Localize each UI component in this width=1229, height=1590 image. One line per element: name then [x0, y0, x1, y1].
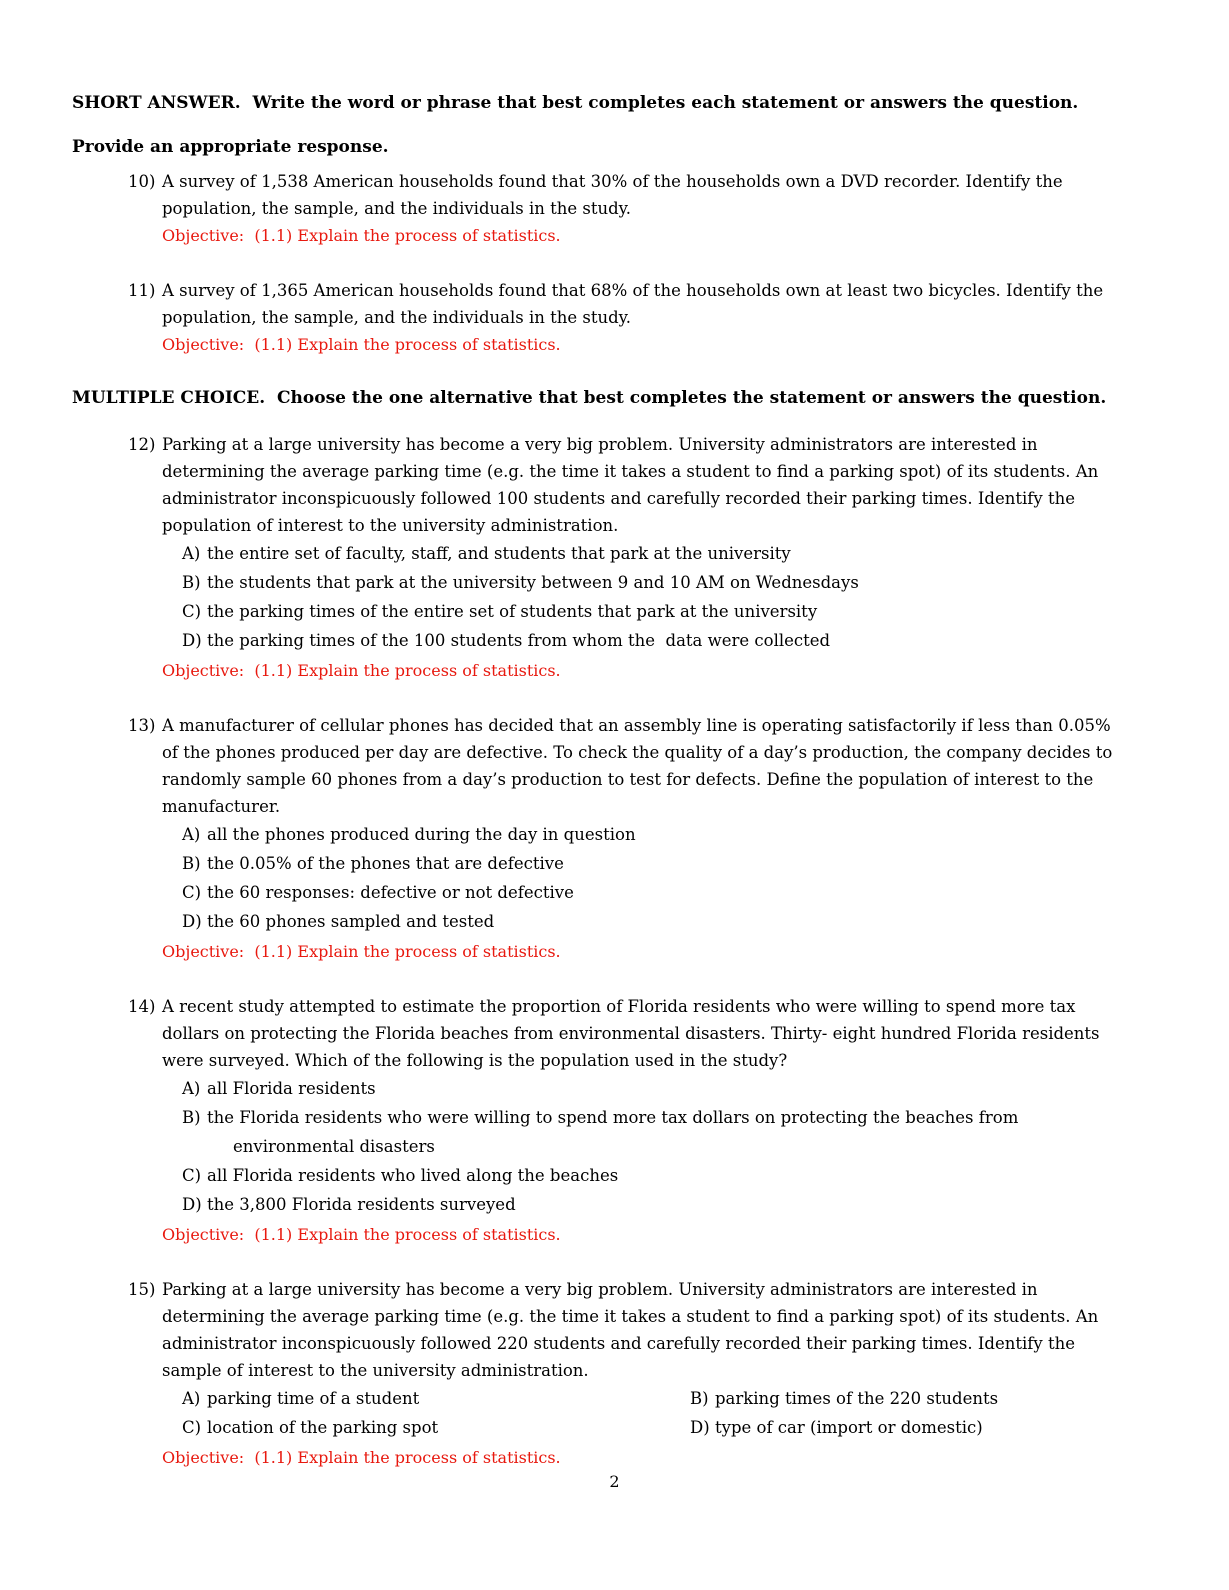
choices-list: [182, 1384, 1153, 1442]
question-11: [72, 277, 1153, 355]
choice-letter: C): [182, 602, 202, 621]
choice-letter: B): [182, 1108, 201, 1127]
choice-text: the parking times of the 100 students from whom the data were collected: [207, 631, 831, 650]
choice-c: [182, 878, 1153, 907]
question-row: [72, 277, 1153, 331]
question-number: 12): [128, 435, 156, 454]
multiple-choice-header: MULTIPLE CHOICE. Choose the one alternative that best completes the statement or answers the question.: [72, 388, 1107, 408]
choice-d: [182, 907, 1153, 936]
question-number: 15): [128, 1280, 156, 1299]
choice-text: the 60 responses: defective or not defective: [207, 883, 574, 902]
choice-letter: C): [182, 1418, 202, 1437]
choice-letter: A): [182, 1079, 201, 1098]
choice-text: the students that park at the university between 9 and 10 AM on Wednesdays: [207, 573, 859, 592]
choice-letter: D): [182, 1195, 202, 1214]
choice-text: parking times of the 220 students: [715, 1389, 999, 1408]
choice-b: [690, 1384, 1153, 1413]
choice-d: [690, 1413, 1153, 1442]
choice-d: [182, 1190, 1153, 1219]
choices-list: [182, 820, 1153, 936]
question-text: A recent study attempted to estimate the proportion of Florida residents who were willing to spend more tax dollars on protecting the Florida beaches from environmental disasters. Thirty- eight hundred Florida residents were surveyed. Which of the following is the population used in the study?: [162, 997, 1105, 1070]
objective-label: Objective: (1.1) Explain the process of statistics.: [162, 1225, 561, 1244]
choice-text: the parking times of the entire set of students that park at the university: [207, 602, 818, 621]
question-text: A survey of 1,365 American households found that 68% of the households own at least two bicycles. Identify the population, the sample, and the individuals in the study.: [162, 281, 1109, 327]
objective-label: Objective: (1.1) Explain the process of statistics.: [162, 335, 561, 354]
choice-a: [182, 1074, 1153, 1103]
question-15: [72, 1276, 1153, 1468]
question-text: A manufacturer of cellular phones has decided that an assembly line is operating satisfactorily if less than 0.05% of the phones produced per day are defective. To check the quality of a day’s production, the company decides to randomly sample 60 phones from a day’s production to test for defects. Define the population of interest to the manufacturer.: [162, 716, 1118, 816]
choice-c: [182, 1413, 690, 1442]
choice-text: the Florida residents who were willing to spend more tax dollars on protecting the beaches from environmental disasters: [207, 1108, 1024, 1156]
choice-letter: B): [690, 1389, 709, 1408]
choice-d: [182, 626, 1153, 655]
objective-label: Objective: (1.1) Explain the process of statistics.: [162, 661, 561, 680]
question-row: [72, 993, 1153, 1074]
choice-text: the entire set of faculty, staff, and students that park at the university: [207, 544, 791, 563]
choice-a: [182, 539, 1153, 568]
question-row: [72, 1276, 1153, 1384]
choices-list: [182, 1074, 1153, 1219]
choice-letter: D): [690, 1418, 710, 1437]
choice-text: location of the parking spot: [207, 1418, 439, 1437]
question-number: 10): [128, 172, 156, 191]
choice-text: the 0.05% of the phones that are defective: [207, 854, 564, 873]
choice-b: [182, 1103, 1153, 1161]
choice-letter: A): [182, 825, 201, 844]
choice-text: all the phones produced during the day in question: [207, 825, 636, 844]
question-10: [72, 168, 1153, 246]
choice-letter: A): [182, 544, 201, 563]
choice-text: all Florida residents who lived along the beaches: [207, 1166, 619, 1185]
question-number: 13): [128, 716, 156, 735]
question-text: Parking at a large university has become a very big problem. University administrators are interested in determining the average parking time (e.g. the time it takes a student to find a parking spot) of its students. An administrator inconspicuously followed 100 students and carefully recorded their parking times. Identify the population of interest to the university administration.: [162, 435, 1104, 535]
question-number: 11): [128, 281, 156, 300]
choice-letter: A): [182, 1389, 201, 1408]
choice-letter: B): [182, 573, 201, 592]
choice-text: all Florida residents: [207, 1079, 376, 1098]
choice-a: [182, 820, 1153, 849]
question-text: Parking at a large university has become a very big problem. University administrators are interested in determining the average parking time (e.g. the time it takes a student to find a parking spot) of its students. An administrator inconspicuously followed 220 students and carefully recorded their parking times. Identify the sample of interest to the university administration.: [162, 1280, 1104, 1380]
choices-list: [182, 539, 1153, 655]
objective-label: Objective: (1.1) Explain the process of statistics.: [162, 942, 561, 961]
choice-text: the 60 phones sampled and tested: [207, 912, 495, 931]
question-row: [72, 168, 1153, 222]
question-12: [72, 431, 1153, 681]
choice-b: [182, 568, 1153, 597]
question-row: [72, 431, 1153, 539]
choice-c: [182, 1161, 1153, 1190]
choice-text: parking time of a student: [207, 1389, 420, 1408]
page-number: 2: [609, 1472, 620, 1491]
choice-b: [182, 849, 1153, 878]
choice-letter: D): [182, 912, 202, 931]
choice-text: type of car (import or domestic): [715, 1418, 983, 1437]
choice-letter: C): [182, 1166, 202, 1185]
choice-letter: C): [182, 883, 202, 902]
question-14: [72, 993, 1153, 1245]
choice-a: [182, 1384, 690, 1413]
short-answer-header: SHORT ANSWER. Write the word or phrase that best completes each statement or answers the question.: [72, 93, 1079, 113]
choice-letter: D): [182, 631, 202, 650]
question-row: [72, 712, 1153, 820]
objective-label: Objective: (1.1) Explain the process of statistics.: [162, 226, 561, 245]
choice-text: the 3,800 Florida residents surveyed: [207, 1195, 516, 1214]
objective-label: Objective: (1.1) Explain the process of statistics.: [162, 1448, 561, 1467]
question-number: 14): [128, 997, 156, 1016]
question-13: [72, 712, 1153, 962]
choice-c: [182, 597, 1153, 626]
short-answer-directions: Provide an appropriate response.: [72, 137, 389, 157]
question-text: A survey of 1,538 American households found that 30% of the households own a DVD recorder. Identify the population, the sample, and the individuals in the study.: [162, 172, 1068, 218]
choice-letter: B): [182, 854, 201, 873]
